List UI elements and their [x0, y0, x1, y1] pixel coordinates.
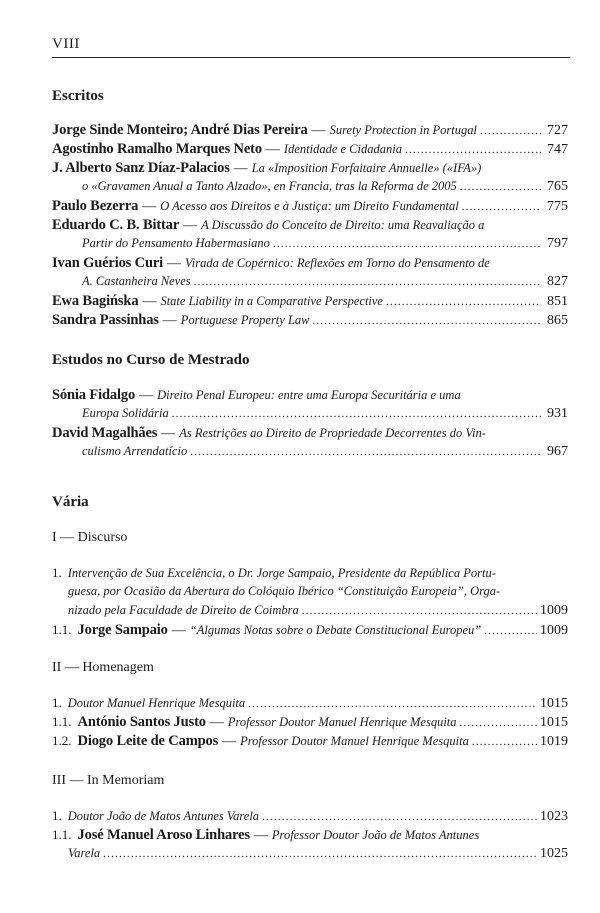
entry-title: Doutor Manuel Henrique Mesquita — [67, 696, 246, 710]
entry-page: 797 — [547, 236, 568, 251]
toc-entry-continuation[interactable] — [82, 274, 568, 293]
entry-title: Varela — [68, 846, 101, 860]
toc-entry[interactable]: Sónia Fidalgo — Direito Penal Europeu: entre uma Europa Securitária e uma — [52, 387, 461, 403]
entry-author: Ivan Guérios Curi — [52, 255, 164, 271]
entry-title: A. Castanheira Neves — [82, 274, 191, 288]
leader-dots — [460, 717, 537, 729]
entry-author: Jorge Sinde Monteiro; André Dias Pereira — [52, 122, 308, 138]
entry-author: Sónia Fidalgo — [52, 387, 136, 403]
leader-dots — [190, 446, 541, 458]
entry-page: 727 — [547, 123, 568, 138]
entry-author: David Magalhães — [52, 425, 158, 441]
entry-title: Identidade e Cidadania — [283, 142, 402, 156]
toc-entry-continuation[interactable] — [82, 444, 568, 463]
entry-author: Jorge Sampaio — [77, 622, 168, 638]
entry-title: Virada de Copérnico: Reflexões em Torno do Pensamento de — [185, 256, 490, 270]
entry-title: Professor Doutor Manuel Henrique Mesquita — [240, 734, 469, 748]
entry-author: Eduardo C. B. Bittar — [52, 217, 180, 233]
toc-entry-continuation[interactable] — [68, 846, 568, 865]
toc-entry[interactable]: David Magalhães — As Restrições ao Direito de Propriedade Decorrentes do Vin- — [52, 425, 486, 441]
entry-title: Professor Doutor Manuel Henrique Mesquita — [227, 715, 457, 729]
entry-author: Sandra Passinhas — [52, 312, 159, 328]
leader-dots — [194, 276, 541, 288]
toc-entry[interactable]: Jorge Sinde Monteiro; André Dias Pereira — Surety Protection in Portugal ..... 727 — [52, 122, 568, 141]
entry-title: Direito Penal Europeu: entre uma Europa Securitária e uma — [157, 388, 461, 402]
entry-page: 1015 — [540, 715, 568, 730]
toc-entry[interactable]: 1.1. António Santos Justo — Professor Doutor Manuel Henrique Mesquita ..... 1015 — [52, 714, 568, 733]
toc-entry[interactable]: 1.1. Jorge Sampaio — “Algumas Notas sobre o Debate Constitucional Europeu” ..... 1009 — [52, 622, 568, 641]
leader-dots — [262, 811, 537, 823]
section-varia-heading: Vária — [52, 494, 89, 510]
entry-title: O Acesso aos Direitos e à Justiça: um Direito Fundamental — [160, 199, 459, 213]
entry-page: 1009 — [540, 623, 568, 638]
header-rule — [52, 57, 570, 58]
toc-entry[interactable]: J. Alberto Sanz Díaz-Palacios — La «Imposition Forfaitaire Annuelle» («IFA») — [52, 160, 482, 176]
leader-dots — [386, 296, 541, 308]
leader-dots — [103, 848, 537, 860]
entry-title: o «Gravamen Anual a Tanto Alzado», en Francia, tras la Reforma de 2005 — [82, 179, 457, 193]
entry-page: 1019 — [540, 734, 568, 749]
entry-number: 1.2. — [52, 733, 72, 748]
entry-page: 851 — [547, 294, 568, 309]
entry-number: 1. — [52, 808, 62, 823]
entry-number: 1. — [52, 565, 62, 580]
entry-number: 1.1. — [52, 827, 72, 842]
entry-title: Doutor João de Matos Antunes Varela — [67, 809, 260, 823]
entry-author: Diogo Leite de Campos — [77, 733, 219, 749]
entry-page: 1015 — [540, 696, 568, 711]
entry-title: Professor Doutor João de Matos Antunes — [271, 828, 480, 842]
entry-page: 827 — [547, 274, 568, 289]
entry-number: 1. — [52, 695, 62, 710]
leader-dots — [460, 181, 541, 193]
subsection-discurso: I — Discurso — [52, 530, 128, 545]
leader-dots — [484, 625, 537, 637]
entry-page: 1009 — [540, 603, 568, 618]
leader-dots — [302, 605, 537, 617]
leader-dots — [405, 144, 541, 156]
toc-entry-continuation[interactable] — [82, 236, 568, 255]
entry-title: culismo Arrendatício — [82, 444, 188, 458]
leader-dots — [172, 408, 541, 420]
toc-entry-continuation[interactable] — [82, 179, 568, 198]
entry-page: 931 — [547, 406, 568, 421]
entry-title: A Discussão do Conceito de Direito: uma Reavaliação a — [201, 218, 485, 232]
section-escritos-heading: Escritos — [52, 88, 104, 104]
leader-dots — [472, 736, 537, 748]
toc-entry[interactable]: Eduardo C. B. Bittar — A Discussão do Conceito de Direito: uma Reavaliação a — [52, 217, 485, 233]
leader-dots — [480, 125, 541, 137]
toc-entry-continuation[interactable] — [82, 406, 568, 425]
toc-entry[interactable] — [52, 695, 568, 714]
toc-entry[interactable] — [52, 565, 568, 584]
entry-author: Agostinho Ramalho Marques Neto — [52, 141, 262, 157]
entry-page: 865 — [547, 313, 568, 328]
entry-number: 1.1. — [52, 714, 72, 729]
section-estudos-heading: Estudos no Curso de Mestrado — [52, 352, 250, 368]
entry-number: 1.1. — [52, 622, 72, 637]
leader-dots — [462, 201, 541, 213]
entry-author: José Manuel Aroso Linhares — [77, 827, 250, 843]
entry-title: Portuguese Property Law — [180, 313, 310, 327]
entry-title: La «Imposition Forfaitaire Annuelle» («IFA») — [251, 161, 482, 175]
entry-title: Intervenção de Sua Excelência, o Dr. Jorge Sampaio, Presidente da República Portu- — [67, 566, 496, 580]
entry-page: 967 — [547, 444, 568, 459]
leader-dots — [273, 238, 541, 250]
entry-author: J. Alberto Sanz Díaz-Palacios — [52, 160, 230, 176]
entry-page: 775 — [547, 199, 568, 214]
toc-entry[interactable]: Sandra Passinhas — Portuguese Property Law ..... 865 — [52, 312, 568, 331]
entry-author: Ewa Bagińska — [52, 293, 139, 309]
toc-entry[interactable]: 1.2. Diogo Leite de Campos — Professor Doutor Manuel Henrique Mesquita ..... 1019 — [52, 733, 568, 752]
entry-author: António Santos Justo — [77, 714, 206, 730]
toc-entry-continuation[interactable] — [68, 584, 568, 603]
page-number: VIII — [52, 36, 80, 52]
toc-entry[interactable]: Agostinho Ramalho Marques Neto — Identidade e Cidadania ..... 747 — [52, 141, 568, 160]
entry-author: Paulo Bezerra — [52, 198, 139, 214]
leader-dots — [248, 698, 537, 710]
toc-entry[interactable]: Ewa Bagińska — State Liability in a Comparative Perspective ..... 851 — [52, 293, 568, 312]
entry-page: 747 — [547, 142, 568, 157]
entry-page: 765 — [547, 179, 568, 194]
entry-title: Partir do Pensamento Habermasiano — [82, 236, 270, 250]
entry-page: 1023 — [540, 809, 568, 824]
entry-title: State Liability in a Comparative Perspective — [160, 294, 383, 308]
subsection-homenagem: II — Homenagem — [52, 660, 154, 675]
entry-title: “Algumas Notas sobre o Debate Constitucional Europeu” — [189, 623, 482, 637]
toc-entry[interactable]: 1.1. José Manuel Aroso Linhares — Professor Doutor João de Matos Antunes — [52, 827, 480, 843]
toc-entry[interactable]: Paulo Bezerra — O Acesso aos Direitos e à Justiça: um Direito Fundamental ..... 775 — [52, 198, 568, 217]
entry-page: 1025 — [540, 846, 568, 861]
entry-title: nizado pela Faculdade de Direito de Coimbra — [68, 603, 299, 617]
entry-title: Surety Protection in Portugal — [329, 123, 477, 137]
toc-entry[interactable]: Ivan Guérios Curi — Virada de Copérnico: Reflexões em Torno do Pensamento de — [52, 255, 490, 271]
leader-dots — [313, 315, 542, 327]
entry-title: Europa Solidária — [82, 406, 169, 420]
subsection-in-memoriam: III — In Memoriam — [52, 773, 165, 788]
entry-title: As Restrições ao Direito de Propriedade Decorrentes do Vin- — [179, 426, 486, 440]
toc-entry[interactable] — [52, 808, 568, 827]
entry-title: guesa, por Ocasião da Abertura do Colóquio Ibérico “Constituição Europeia”, Orga- — [68, 584, 501, 598]
toc-entry-continuation[interactable] — [68, 603, 568, 622]
